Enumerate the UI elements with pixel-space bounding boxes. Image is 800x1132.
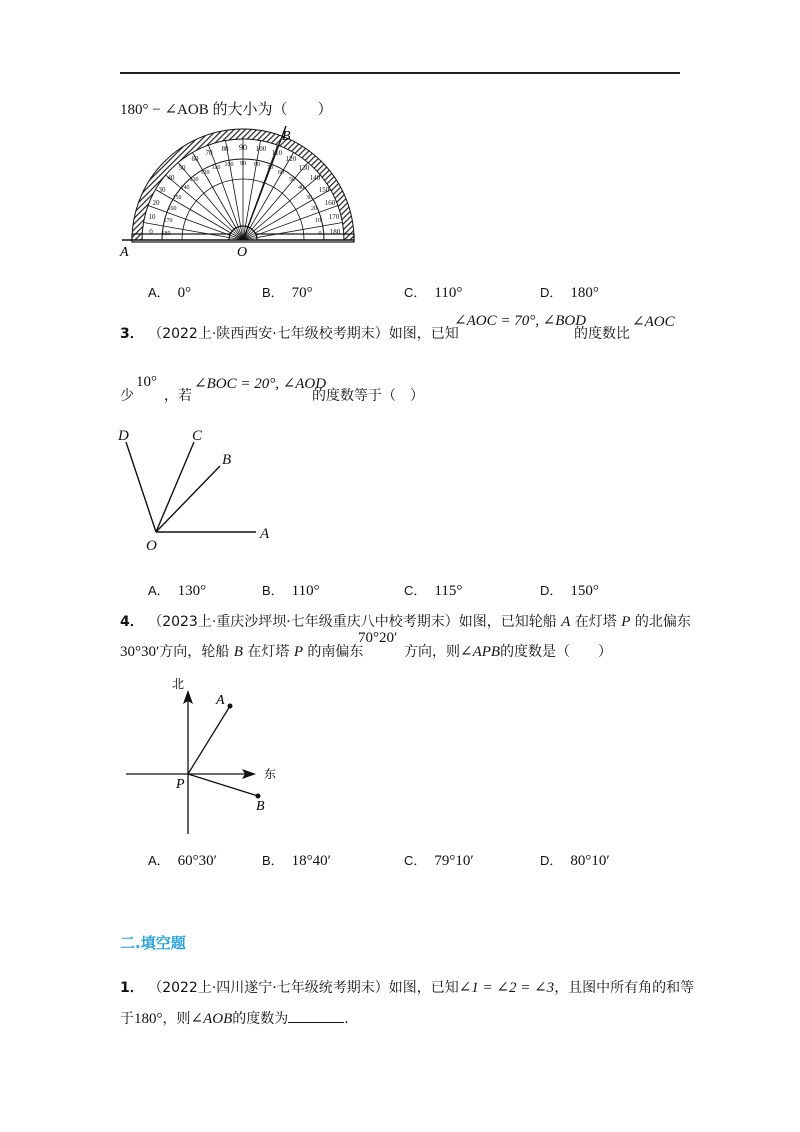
q3-text1: 的度数比 — [574, 326, 630, 342]
inner-tick-100: 100 — [224, 162, 234, 168]
ray-OC — [156, 442, 194, 532]
q4-option-d[interactable] — [540, 850, 610, 870]
ray-OB — [156, 466, 220, 532]
option-value: 115° — [434, 583, 463, 599]
label-A: A — [216, 693, 225, 708]
label-O: O — [146, 538, 157, 552]
q4-number: 4． — [120, 614, 144, 630]
outer-tick-150: 150 — [318, 186, 330, 194]
q4-ship-b: B — [233, 644, 243, 660]
q2-option-b[interactable] — [262, 282, 313, 302]
q2-stem — [120, 100, 332, 120]
inner-tick-140: 140 — [180, 185, 190, 191]
q4-line2e: 的度数是（ ） — [500, 644, 613, 660]
outer-tick-60: 60 — [191, 155, 199, 163]
inner-tick-70: 70 — [267, 165, 273, 171]
inner-tick-0: 0 — [318, 231, 322, 237]
q4-line2a: 方向，轮船 — [159, 644, 234, 660]
ship-b-dot — [256, 794, 261, 799]
ray-PA — [188, 706, 230, 774]
outer-tick-70: 70 — [205, 149, 213, 157]
inner-tick-110: 110 — [211, 165, 221, 171]
outer-tick-40: 40 — [167, 174, 175, 182]
option-value: 110° — [434, 285, 463, 301]
q4-direction-figure — [118, 676, 298, 840]
outer-tick-80: 80 — [221, 145, 229, 153]
inner-tick-50: 50 — [289, 177, 295, 183]
option-label: C． — [404, 285, 427, 300]
f1-given: ∠1 = ∠2 = ∠3 — [458, 980, 555, 996]
q4-line1c: 的北偏东 — [630, 614, 691, 630]
q3-line1 — [120, 324, 459, 344]
option-label: A． — [148, 285, 170, 300]
outer-tick-20: 20 — [152, 199, 160, 207]
q4-option-c[interactable] — [404, 850, 474, 870]
label-east: 东 — [264, 767, 277, 781]
outer-tick-50: 50 — [178, 164, 186, 172]
ray-OB — [243, 126, 286, 240]
q2-option-c[interactable] — [404, 282, 462, 302]
ray-OD — [126, 442, 156, 532]
f1-line2a: 于 — [120, 1011, 134, 1027]
inner-tick-120: 120 — [200, 170, 210, 176]
outer-tick-120: 120 — [285, 155, 297, 163]
inner-tick-30: 30 — [306, 195, 312, 201]
option-value: 130° — [177, 583, 207, 599]
option-label: D． — [540, 853, 563, 868]
option-label: A． — [148, 583, 170, 598]
q3-text2a: 少 — [120, 388, 134, 404]
label-D: D — [118, 428, 129, 444]
label-O: O — [237, 245, 248, 258]
option-label: A． — [148, 853, 170, 868]
q3-given3: 10° — [136, 374, 157, 390]
q3-given4: ∠BOC = 20°, ∠AOD — [194, 376, 327, 392]
outer-tick-170: 170 — [328, 213, 340, 221]
ship-a-dot — [228, 704, 233, 709]
f1-line2 — [120, 1008, 349, 1029]
q2-option-d[interactable] — [540, 282, 599, 302]
f1-line1 — [120, 978, 694, 998]
f1-given2: 180° — [134, 1011, 163, 1027]
inner-tick-150: 150 — [172, 195, 182, 201]
q4-line1a: （2023上·重庆沙坪坝·七年级重庆八中校考期末）如图，已知轮船 — [148, 614, 562, 630]
outer-tick-0: 0 — [149, 228, 153, 236]
section-title-fill-in: 二.填空题 — [120, 934, 186, 952]
inner-tick-10: 10 — [315, 218, 321, 224]
f1-line1b: ，且图中所有角的和等 — [554, 980, 695, 996]
outer-tick-30: 30 — [158, 186, 166, 194]
answer-blank[interactable] — [288, 1008, 344, 1023]
inner-tick-170: 170 — [163, 218, 173, 224]
outer-tick-110: 110 — [271, 149, 283, 157]
label-B: B — [282, 129, 291, 144]
q4-lighthouse-p: P — [621, 614, 631, 630]
q4-angle2: 70°20′ — [358, 630, 398, 646]
q4-ship-a: A — [561, 614, 571, 630]
q2-stem-text: 180° − ∠AOB 的大小为（ ） — [120, 102, 333, 118]
q3-angle-figure — [112, 420, 282, 552]
protractor-figure — [118, 126, 358, 258]
f1-line1a: （2022上·四川遂宁·七年级统考期末）如图，已知 — [148, 980, 459, 996]
q4-line2 — [120, 642, 363, 662]
q3-option-c[interactable] — [404, 580, 462, 600]
q4-line2d: 方向，则 — [404, 644, 460, 660]
label-C: C — [192, 428, 203, 444]
option-value: 110° — [291, 583, 320, 599]
q3-text2c: 的度数等于（ ） — [312, 388, 424, 404]
q3-text2b: ，若 — [164, 388, 192, 404]
q4-lighthouse-p2: P — [293, 644, 303, 660]
option-label: B． — [262, 853, 284, 868]
label-B: B — [222, 452, 232, 468]
q4-line1 — [120, 612, 691, 632]
q3-given2: ∠AOC — [632, 314, 675, 330]
outer-tick-10: 10 — [148, 213, 156, 221]
option-label: B． — [262, 583, 284, 598]
q4-line2b: 在灯塔 — [242, 644, 294, 660]
f1-line2d: . — [344, 1011, 349, 1027]
option-value: 60°30′ — [177, 853, 217, 869]
q4-option-b[interactable] — [262, 850, 331, 870]
inner-tick-80: 80 — [254, 162, 260, 168]
outer-tick-100: 100 — [255, 145, 267, 153]
option-label: D． — [540, 583, 563, 598]
option-value: 180° — [570, 285, 599, 301]
option-value: 79°10′ — [434, 853, 474, 869]
label-P: P — [176, 777, 185, 792]
q3-option-a[interactable] — [148, 580, 206, 600]
label-B: B — [256, 799, 265, 814]
inner-tick-20: 20 — [311, 206, 317, 212]
ray-PB — [188, 774, 258, 796]
option-value: 0° — [177, 285, 192, 301]
label-A: A — [260, 526, 270, 542]
option-label: B． — [262, 285, 284, 300]
q4-line1b: 在灯塔 — [570, 614, 622, 630]
outer-tick-160: 160 — [324, 199, 336, 207]
option-value: 70° — [291, 285, 313, 301]
label-north: 北 — [171, 677, 184, 691]
q3-option-d[interactable] — [540, 580, 599, 600]
inner-tick-180: 180 — [161, 231, 171, 237]
q3-number: 3． — [120, 326, 144, 342]
f1-angle-aob: ∠AOB — [190, 1011, 233, 1027]
q4-angle-apb: ∠APB — [460, 644, 501, 660]
outer-tick-140: 140 — [309, 174, 321, 182]
q2-option-a[interactable] — [148, 282, 191, 302]
option-label: C． — [404, 853, 427, 868]
label-A: A — [120, 245, 129, 258]
q3-option-b[interactable] — [262, 580, 320, 600]
q4-line2c: 的南偏东 — [302, 644, 364, 660]
inner-tick-40: 40 — [298, 185, 304, 191]
inner-tick-60: 60 — [278, 170, 284, 176]
f1-line2b: ，则 — [162, 1011, 191, 1027]
q4-line2-tail — [404, 642, 612, 662]
q4-angle1: 30°30′ — [120, 644, 160, 660]
outer-tick-130: 130 — [298, 164, 310, 172]
option-label: D． — [540, 285, 563, 300]
inner-tick-90: 90 — [240, 161, 246, 167]
header-rule — [120, 72, 680, 74]
option-value: 80°10′ — [570, 853, 610, 869]
q3-source: （2022上·陕西西安·七年级校考期末）如图，已知 — [148, 326, 459, 342]
q4-option-a[interactable] — [148, 850, 217, 870]
outer-tick-90: 90 — [239, 143, 247, 152]
option-label: C． — [404, 583, 427, 598]
option-value: 18°40′ — [291, 853, 331, 869]
inner-tick-160: 160 — [167, 206, 177, 212]
inner-tick-130: 130 — [189, 177, 199, 183]
f1-line2c: 的度数为 — [232, 1011, 289, 1027]
outer-tick-180: 180 — [329, 228, 341, 236]
f1-number: 1． — [120, 980, 144, 996]
option-value: 150° — [570, 583, 599, 599]
q3-given1: ∠AOC = 70°, ∠BOD — [454, 313, 587, 329]
